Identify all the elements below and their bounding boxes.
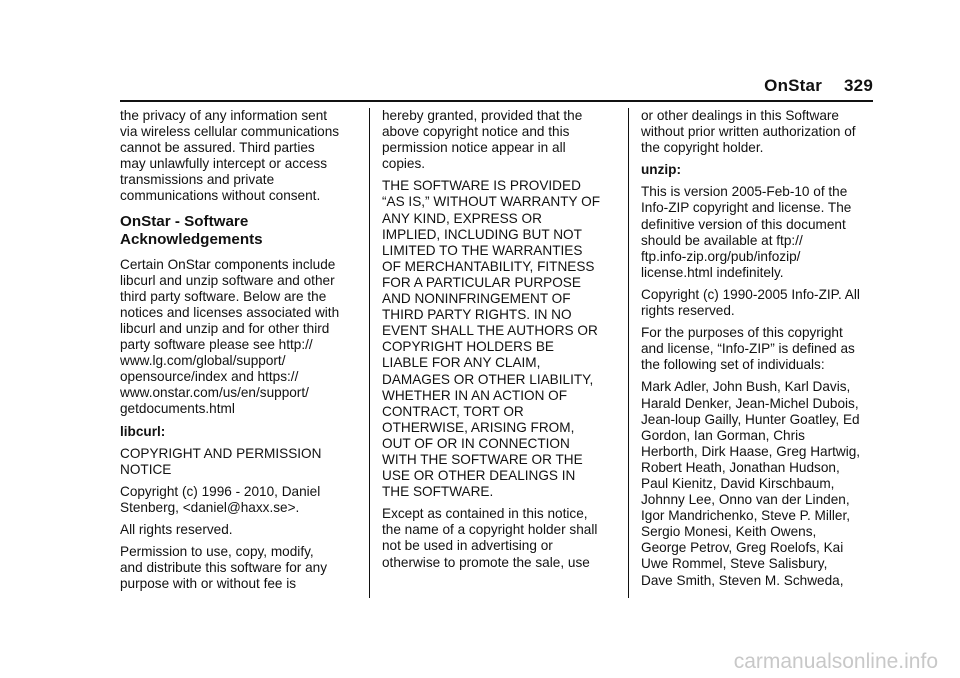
unzip-heading: unzip: — [641, 162, 682, 178]
page-number: 329 — [844, 76, 873, 95]
advertising-clause: Except as contained in this notice, the name of a copyright holder shall not be used in advertising or otherwise to promote the sale, use — [382, 506, 598, 570]
rights-reserved: All rights reserved. — [120, 521, 233, 537]
components-paragraph: Certain OnStar components include libcurl and unzip software and other third party software. Below are the notices and licenses associated with libcurl and unzip and for other third party software please see http:// www.lg.com/global/support/ opensource/index and https:// www.onstar.com/us/en/support/ getdocuments.html — [120, 256, 340, 417]
advertising-clause-continued: or other dealings in this Software without prior written authorization of the copyright holder. — [641, 108, 856, 156]
permission-paragraph: Permission to use, copy, modify, and distribute this software for any purpose with or without fee is — [120, 544, 328, 592]
privacy-paragraph: the privacy of any information sent via wireless cellular communications cannot be assured. Third parties may unlawfully intercept or access transmissions and private communications without consent. — [120, 108, 340, 204]
infozip-individuals: Mark Adler, John Bush, Karl Davis, Harald Denker, Jean-Michel Dubois, Jean-loup Gailly, Hunter Goatley, Ed Gordon, Ian Gorman, Chris Herborth, Dirk Haase, Greg Hartwig, Robert Heath, Jonathan Hudson, Paul Kienitz, David Kirschbaum, Johnny Lee, Onno van der Linden, Igor Mandrichenko, Steve P. Miller, Sergio Monesi, Keith Owens, George Petrov, Greg Roelofs, Kai Uwe Rommel, Steve Salisbury, Dave Smith, Steven M. Schweda, — [641, 379, 861, 588]
header-rule — [120, 100, 873, 102]
libcurl-copyright: Copyright (c) 1996 - 2010, Daniel Stenberg, <daniel@haxx.se>. — [120, 483, 321, 515]
column-3 — [641, 108, 879, 595]
infozip-definition: For the purposes of this copyright and license, “Info-ZIP” is defined as the following set of individuals: — [641, 325, 855, 373]
infozip-copyright: Copyright (c) 1990-2005 Info-ZIP. All rights reserved. — [641, 286, 860, 319]
section-title: OnStar — [764, 76, 823, 95]
column-divider-1 — [369, 108, 370, 598]
column-divider-2 — [628, 108, 629, 598]
page-header — [0, 76, 873, 96]
copyright-permission-notice: COPYRIGHT AND PERMISSION NOTICE — [120, 445, 322, 477]
column-1 — [120, 108, 358, 598]
warranty-disclaimer: THE SOFTWARE IS PROVIDED “AS IS,” WITHOUT WARRANTY OF ANY KIND, EXPRESS OR IMPLIED, INCLUDING BUT NOT LIMITED TO THE WARRANTIES OF MERCHANTABILITY, FITNESS FOR A PARTICULAR PURPOSE AND NONINFRINGEMENT OF THIRD PARTY RIGHTS. IN NO EVENT SHALL THE AUTHORS OR COPYRIGHT HOLDERS BE LIABLE FOR ANY CLAIM, DAMAGES OR OTHER LIABILITY, WHETHER IN AN ACTION OF CONTRACT, TORT OR OTHERWISE, ARISING FROM, OUT OF OR IN CONNECTION WITH THE SOFTWARE OR THE USE OR OTHER DEALINGS IN THE SOFTWARE. — [382, 178, 601, 500]
watermark: carmanualsonline.info — [733, 650, 938, 673]
libcurl-heading: libcurl: — [120, 423, 166, 439]
section-heading-software-acknowledgements: OnStar - Software Acknowledgements — [120, 212, 263, 248]
permission-continued: hereby granted, provided that the above copyright notice and this permission notice appear in all copies. — [382, 108, 583, 172]
infozip-version-paragraph: This is version 2005-Feb-10 of the Info-ZIP copyright and license. The definitive version of this document should be available at ftp:// ftp.info-zip.org/pub/infozip/ license.html indefinitely. — [641, 184, 852, 280]
column-2 — [382, 108, 620, 577]
